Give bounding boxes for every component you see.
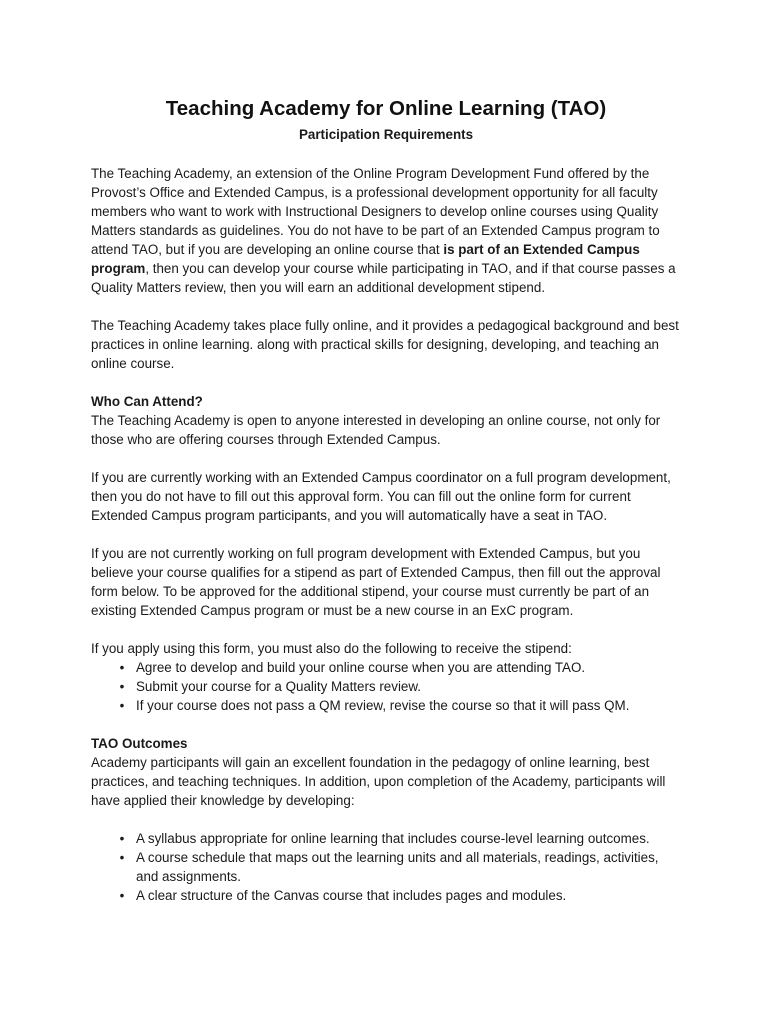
- list-item: [119, 696, 681, 715]
- outcomes-list: [91, 829, 681, 905]
- apply-intro: If you apply using this form, you must also do the following to receive the stipend:: [91, 641, 572, 656]
- list-item-text: A syllabus appropriate for online learning that includes course-level learning outcomes.: [136, 831, 650, 846]
- who-can-attend-text: The Teaching Academy is open to anyone interested in developing an online course, not only for those who are offering courses through Extended Campus.: [91, 413, 661, 447]
- outcomes-heading: TAO Outcomes: [91, 736, 188, 751]
- list-item-text: Agree to develop and build your online course when you are attending TAO.: [136, 660, 586, 675]
- apply-requirements-list: [91, 658, 681, 715]
- document-body: [91, 96, 681, 905]
- bullet-icon: •: [119, 679, 125, 694]
- spacer: [91, 810, 681, 829]
- list-item: [119, 848, 681, 886]
- bullet-icon: •: [119, 831, 125, 846]
- bullet-icon: •: [119, 850, 125, 865]
- list-item-text: A course schedule that maps out the learning units and all materials, readings, activities, and assignments.: [136, 850, 659, 884]
- intro-text-bold: is part of an Extended Campus program: [91, 242, 640, 276]
- bullet-icon: •: [119, 698, 125, 713]
- bullet-icon: •: [119, 660, 125, 675]
- list-item: [119, 886, 681, 905]
- paragraph-not-current: If you are not currently working on full program development with Extended Campus, but you believe your course qualifies for a stipend as part of Extended Campus, then fill out the approval form below. To be approved for the additional stipend, your course must currently be part of an existing Extended Campus program or must be a new course in an ExC program.: [91, 546, 661, 618]
- bullet-icon: •: [119, 888, 125, 903]
- document-subtitle: Participation Requirements: [298, 127, 474, 142]
- intro-paragraph: [91, 164, 681, 297]
- document-title: Teaching Academy for Online Learning (TAO): [165, 97, 607, 120]
- who-can-attend-heading: Who Can Attend?: [91, 394, 203, 409]
- list-item-text: A clear structure of the Canvas course that includes pages and modules.: [136, 888, 567, 903]
- paragraph-current-coordinator: If you are currently working with an Extended Campus coordinator on a full program development, then you do not have to fill out this approval form. You can fill out the online form for current Extended Campus program participants, and you will automatically have a seat in TAO.: [91, 470, 671, 523]
- list-item: [119, 829, 681, 848]
- intro-text-part2: , then you can develop your course while participating in TAO, and if that course passes a Quality Matters review, then you will earn an additional development stipend.: [91, 261, 676, 295]
- paragraph-online-format: The Teaching Academy takes place fully online, and it provides a pedagogical background and best practices in online learning. along with practical skills for designing, developing, and teaching an online course.: [91, 318, 679, 371]
- intro-text-part1: The Teaching Academy, an extension of the Online Program Development Fund offered by the Provost’s Office and Extended Campus, is a professional development opportunity for all faculty members who want to work with Instructional Designers to develop online courses using Quality Matters standards as guidelines. You do not have to be part of an Extended Campus program to attend TAO, but if you are developing an online course that: [91, 166, 660, 257]
- list-item: [119, 658, 681, 677]
- list-item-text: If your course does not pass a QM review, revise the course so that it will pass QM.: [136, 698, 630, 713]
- list-item: [119, 677, 681, 696]
- outcomes-text: Academy participants will gain an excellent foundation in the pedagogy of online learning, best practices, and teaching techniques. In addition, upon completion of the Academy, participants will have applied their knowledge by developing:: [91, 755, 666, 808]
- list-item-text: Submit your course for a Quality Matters review.: [136, 679, 422, 694]
